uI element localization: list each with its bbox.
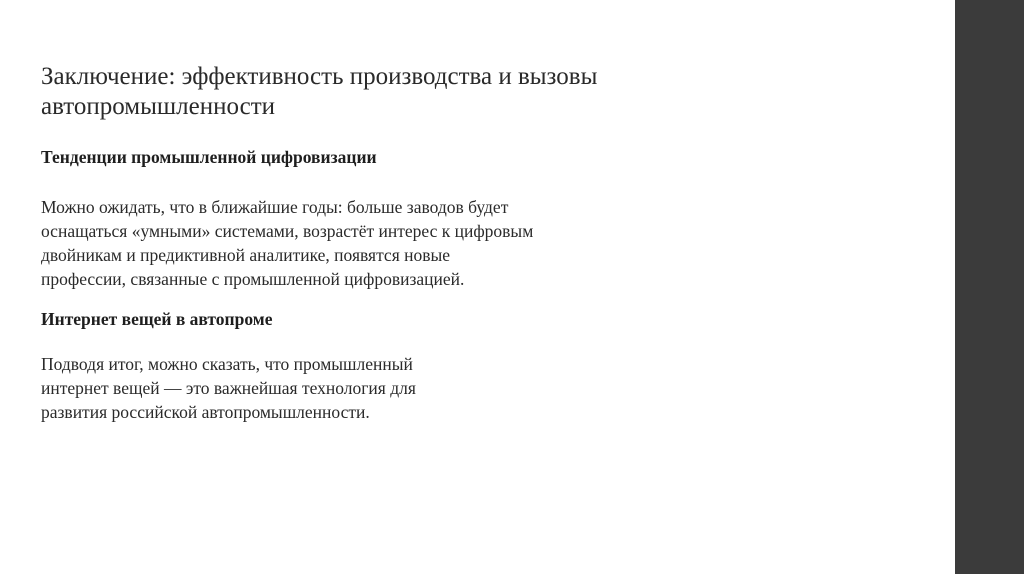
- body-line: развития российской автопромышленности.: [41, 402, 370, 422]
- body-line: двойникам и предиктивной аналитике, появятся новые: [41, 245, 451, 265]
- body-line: интернет вещей — это важнейшая технология для: [41, 378, 416, 398]
- slide-title-line: автопромышленности: [41, 93, 275, 120]
- section-heading-iot: Интернет вещей в автопроме: [41, 309, 273, 329]
- body-line: профессии, связанные с промышленной цифровизацией.: [41, 269, 465, 289]
- slide-title-line: Заключение: эффективность производства и вызовы: [41, 63, 598, 90]
- section-body-iot: [41, 352, 416, 424]
- right-side-bar: [955, 0, 1024, 574]
- body-line: Подводя итог, можно сказать, что промышленный: [41, 354, 413, 374]
- section-body-digitalization: [41, 195, 533, 291]
- body-line: Можно ожидать, что в ближайшие годы: больше заводов будет: [41, 197, 509, 217]
- slide-title: [41, 62, 901, 122]
- section-heading-digitalization: Тенденции промышленной цифровизации: [41, 147, 377, 167]
- body-line: оснащаться «умными» системами, возрастёт интерес к цифровым: [41, 221, 534, 241]
